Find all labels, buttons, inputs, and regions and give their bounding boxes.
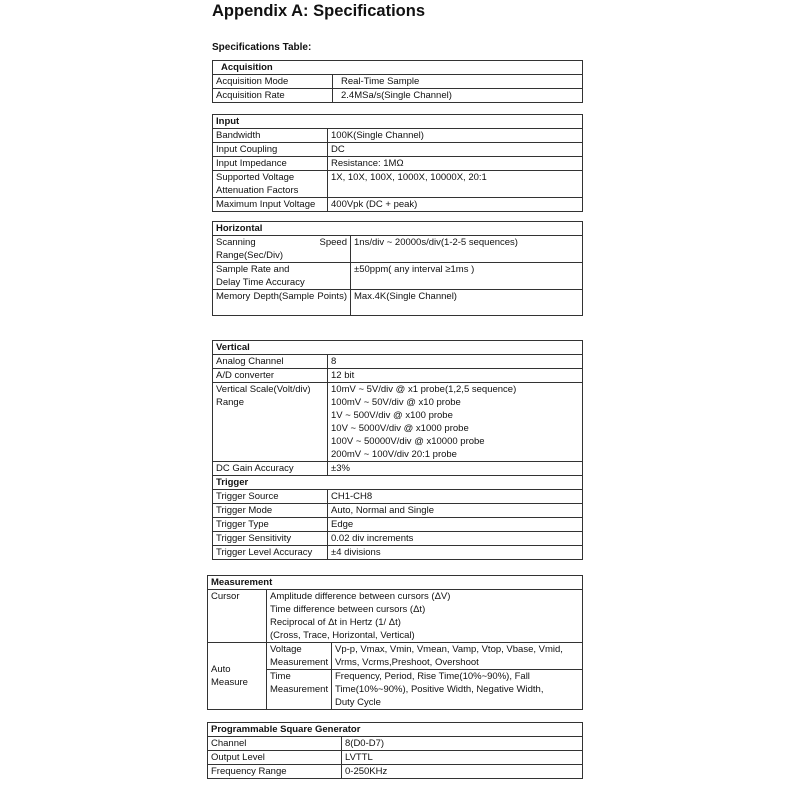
table-row xyxy=(213,518,583,532)
table-row xyxy=(213,290,583,316)
table-row xyxy=(213,504,583,518)
spec-label: Trigger Source xyxy=(213,490,328,504)
table-row xyxy=(213,462,583,476)
table-row xyxy=(208,765,583,779)
table-row xyxy=(213,355,583,369)
spec-label: Sample Rate and Delay Time Accuracy xyxy=(213,263,351,290)
table-row xyxy=(213,236,583,263)
spec-label: Channel xyxy=(208,737,342,751)
vertical-header: Vertical xyxy=(213,341,583,355)
spec-sublabel: Time Measurement xyxy=(267,670,332,710)
spec-label: Output Level xyxy=(208,751,342,765)
table-row xyxy=(208,751,583,765)
spec-label: Trigger Mode xyxy=(213,504,328,518)
vertical-trigger-table xyxy=(212,340,583,560)
spec-label: Trigger Type xyxy=(213,518,328,532)
table-row xyxy=(213,546,583,560)
table-row xyxy=(213,171,583,198)
measurement-table xyxy=(207,575,583,710)
table-row xyxy=(213,129,583,143)
spec-label: Bandwidth xyxy=(213,129,328,143)
spec-value: 1ns/div ~ 20000s/div(1-2-5 sequences) xyxy=(351,236,583,263)
spec-label: Input Impedance xyxy=(213,157,328,171)
table-header-row xyxy=(213,61,583,75)
table-row xyxy=(213,157,583,171)
spec-label: Trigger Level Accuracy xyxy=(213,546,328,560)
spec-value: 0.02 div increments xyxy=(328,532,583,546)
spec-value: Auto, Normal and Single xyxy=(328,504,583,518)
spec-value: CH1-CH8 xyxy=(328,490,583,504)
horizontal-table xyxy=(212,221,583,316)
table-row xyxy=(213,143,583,157)
spec-value: 12 bit xyxy=(328,369,583,383)
table-header-row xyxy=(208,576,583,590)
spec-label: Scanning Speed Range(Sec/Div) xyxy=(213,236,351,263)
spec-value: 400Vpk (DC + peak) xyxy=(328,198,583,212)
spec-label: Memory Depth(Sample Points) xyxy=(213,290,351,316)
spec-label: Trigger Sensitivity xyxy=(213,532,328,546)
spec-value: 8 xyxy=(328,355,583,369)
table-row xyxy=(213,75,583,89)
spec-label: DC Gain Accuracy xyxy=(213,462,328,476)
spec-label: Auto Measure xyxy=(208,643,267,710)
spec-value: Vp-p, Vmax, Vmin, Vmean, Vamp, Vtop, Vbase, Vmid, Vrms, Vcrms,Preshoot, Overshoot xyxy=(332,643,583,670)
spec-label: Analog Channel xyxy=(213,355,328,369)
spec-value: Amplitude difference between cursors (ΔV) Time difference between cursors (Δt) Reciprocal of Δt in Hertz (1/ Δt) (Cross, Trace, Horizontal, Vertical) xyxy=(267,590,583,643)
table-header-row xyxy=(213,115,583,129)
spec-value: 10mV ~ 5V/div @ x1 probe(1,2,5 sequence) 100mV ~ 50V/div @ x10 probe 1V ~ 500V/div @ x100 probe 10V ~ 5000V/div @ x1000 probe 100V ~ 50000V/div @ x10000 probe 200mV ~ 100V/div 20:1 probe xyxy=(328,383,583,462)
table-row xyxy=(213,263,583,290)
spec-value: Resistance: 1MΩ xyxy=(328,157,583,171)
table-header-row xyxy=(213,476,583,490)
table-header-row xyxy=(213,341,583,355)
spec-value: LVTTL xyxy=(342,751,583,765)
table-row xyxy=(208,737,583,751)
spec-label: Maximum Input Voltage xyxy=(213,198,328,212)
table-row xyxy=(213,369,583,383)
spec-label: A/D converter xyxy=(213,369,328,383)
spec-label: Acquisition Mode xyxy=(213,75,333,89)
page-title: Appendix A: Specifications xyxy=(212,2,426,20)
table-header-row xyxy=(208,723,583,737)
spec-value: 100K(Single Channel) xyxy=(328,129,583,143)
table-header-row xyxy=(213,222,583,236)
spec-label: Frequency Range xyxy=(208,765,342,779)
generator-table xyxy=(207,722,583,779)
spec-value: 0-250KHz xyxy=(342,765,583,779)
spec-value: ±3% xyxy=(328,462,583,476)
trigger-header: Trigger xyxy=(213,476,583,490)
spec-value: ±4 divisions xyxy=(328,546,583,560)
table-row xyxy=(213,532,583,546)
spec-label: Cursor xyxy=(208,590,267,643)
acquisition-header: Acquisition xyxy=(213,61,583,75)
table-row xyxy=(208,643,583,670)
section-subtitle: Specifications Table: xyxy=(212,42,312,53)
table-row xyxy=(213,383,583,462)
input-table xyxy=(212,114,583,212)
spec-value: 8(D0-D7) xyxy=(342,737,583,751)
table-row xyxy=(213,490,583,504)
acquisition-table xyxy=(212,60,583,103)
horizontal-header: Horizontal xyxy=(213,222,583,236)
spec-value: Frequency, Period, Rise Time(10%~90%), Fall Time(10%~90%), Positive Width, Negative Width, Duty Cycle xyxy=(332,670,583,710)
spec-value: DC xyxy=(328,143,583,157)
spec-value: Real-Time Sample xyxy=(333,75,583,89)
measurement-header: Measurement xyxy=(208,576,583,590)
generator-header: Programmable Square Generator xyxy=(208,723,583,737)
spec-value: ±50ppm( any interval ≥1ms ) xyxy=(351,263,583,290)
table-row xyxy=(213,89,583,103)
table-row xyxy=(213,198,583,212)
spec-value: Edge xyxy=(328,518,583,532)
spec-value: 2.4MSa/s(Single Channel) xyxy=(333,89,583,103)
spec-sublabel: Voltage Measurement xyxy=(267,643,332,670)
table-row xyxy=(208,590,583,643)
input-header: Input xyxy=(213,115,583,129)
spec-value: Max.4K(Single Channel) xyxy=(351,290,583,316)
spec-value: 1X, 10X, 100X, 1000X, 10000X, 20:1 xyxy=(328,171,583,198)
spec-label: Acquisition Rate xyxy=(213,89,333,103)
spec-label: Vertical Scale(Volt/div) Range xyxy=(213,383,328,462)
spec-label: Input Coupling xyxy=(213,143,328,157)
spec-label: Supported Voltage Attenuation Factors xyxy=(213,171,328,198)
